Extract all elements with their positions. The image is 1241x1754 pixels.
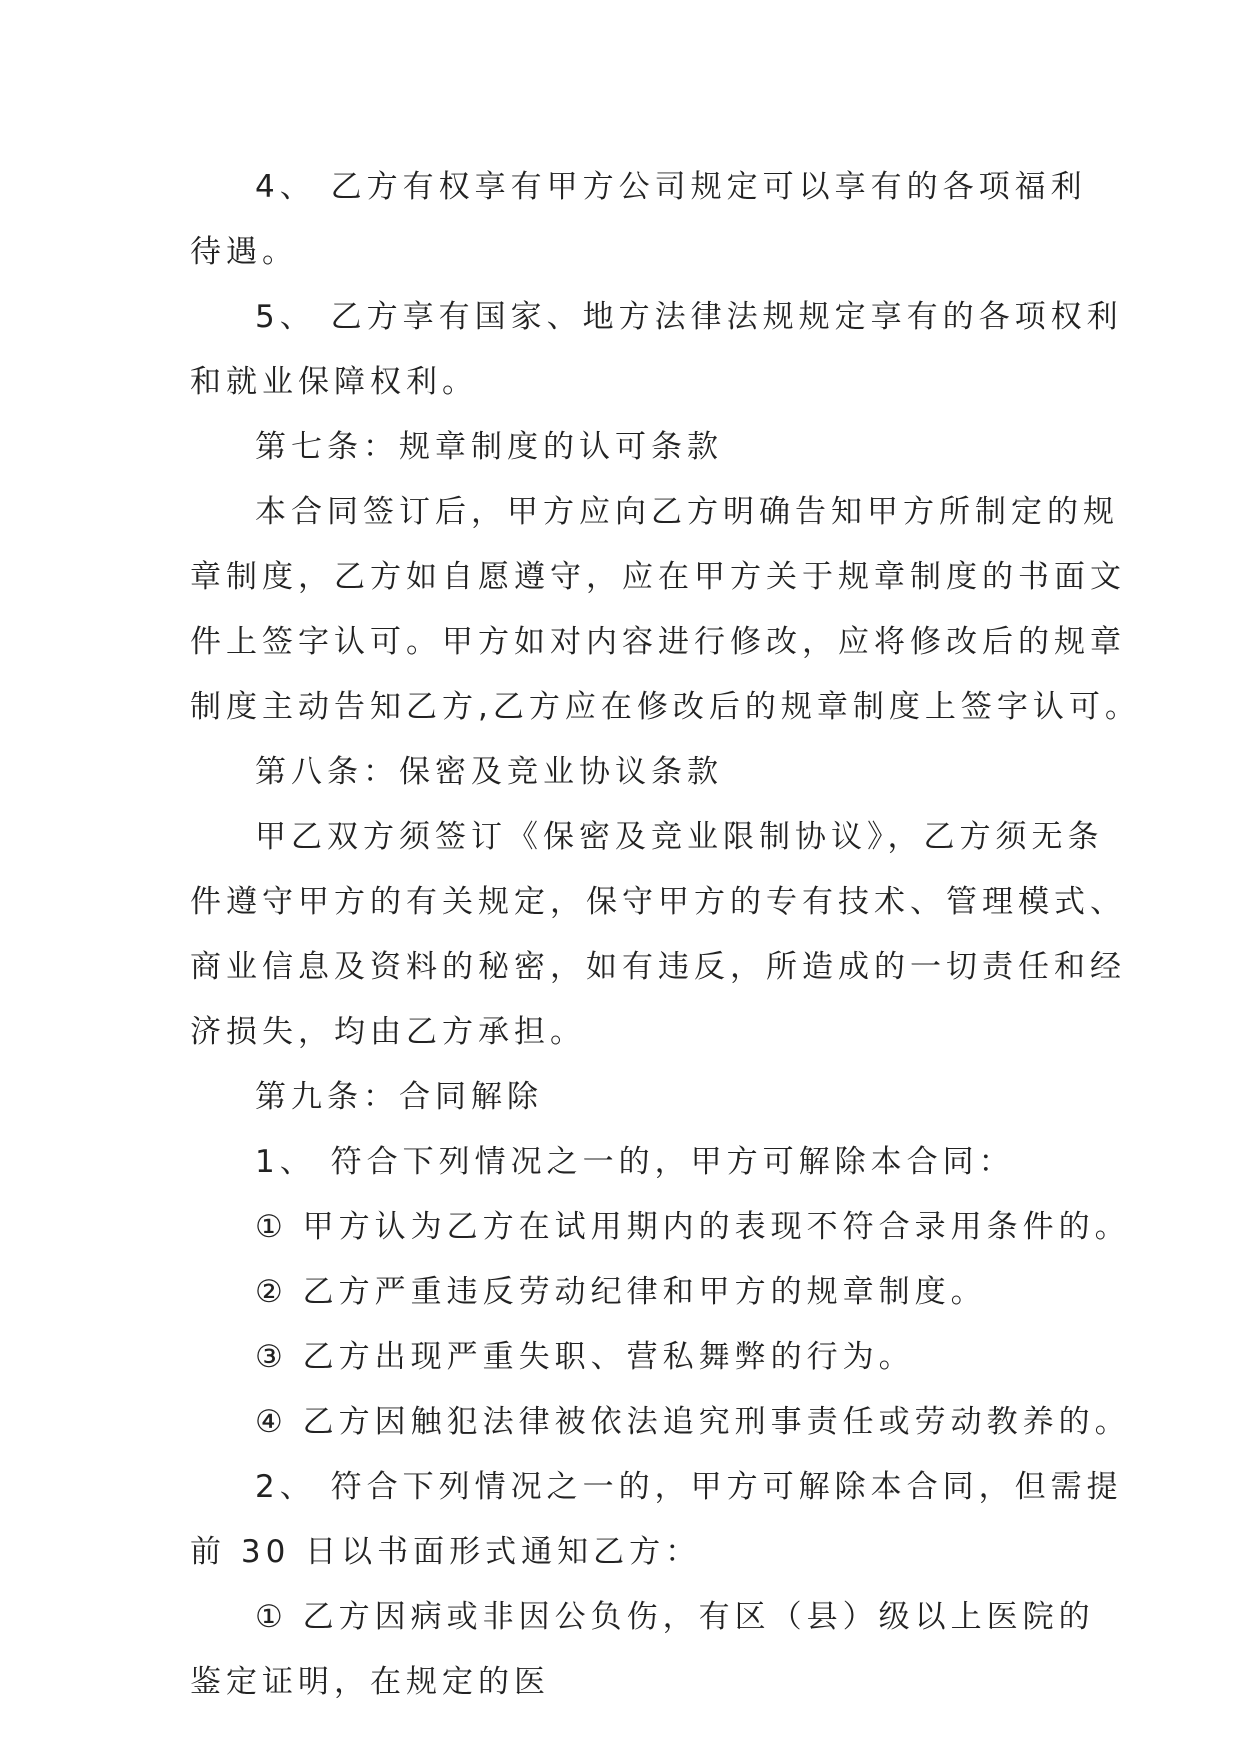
text-line: 1、 符合下列情况之一的，甲方可解除本合同： (255, 1144, 1015, 1180)
text-line: 鉴定证明，在规定的医 (190, 1664, 550, 1700)
text-line: 2、 符合下列情况之一的，甲方可解除本合同，但需提 (255, 1469, 1123, 1505)
text-line: 章制度，乙方如自愿遵守，应在甲方关于规章制度的书面文 (190, 559, 1126, 595)
text-line: 待遇。 (190, 234, 298, 270)
text-line: 前 30 日以书面形式通知乙方： (190, 1534, 702, 1570)
section-heading: 第九条：合同解除 (255, 1079, 543, 1115)
text-line: 件遵守甲方的有关规定，保守甲方的专有技术、管理模式、 (190, 884, 1126, 920)
list-item: ④ 乙方因触犯法律被依法追究刑事责任或劳动教养的。 (255, 1404, 1131, 1440)
text-line: 件上签字认可。甲方如对内容进行修改，应将修改后的规章 (190, 624, 1126, 660)
text-line: 本合同签订后，甲方应向乙方明确告知甲方所制定的规 (255, 494, 1119, 530)
list-item: ② 乙方严重违反劳动纪律和甲方的规章制度。 (255, 1274, 987, 1310)
list-item: ③ 乙方出现严重失职、营私舞弊的行为。 (255, 1339, 915, 1375)
document-body (190, 155, 1141, 1715)
list-item: ① 乙方因病或非因公负伤，有区（县）级以上医院的 (255, 1599, 1095, 1635)
text-line: 制度主动告知乙方,乙方应在修改后的规章制度上签字认可。 (190, 689, 1141, 725)
text-line: 商业信息及资料的秘密，如有违反，所造成的一切责任和经 (190, 949, 1126, 985)
text-line: 5、 乙方享有国家、地方法律法规规定享有的各项权利 (255, 299, 1123, 335)
text-line: 甲乙双方须签订《保密及竞业限制协议》，乙方须无条 (255, 819, 1104, 855)
text-line: 和就业保障权利。 (190, 364, 478, 400)
section-heading: 第七条：规章制度的认可条款 (255, 429, 723, 465)
text-line: 济损失，均由乙方承担。 (190, 1014, 586, 1050)
section-heading: 第八条：保密及竞业协议条款 (255, 754, 723, 790)
list-item: ① 甲方认为乙方在试用期内的表现不符合录用条件的。 (255, 1209, 1131, 1245)
text-line: 4、 乙方有权享有甲方公司规定可以享有的各项福利 (255, 169, 1087, 205)
